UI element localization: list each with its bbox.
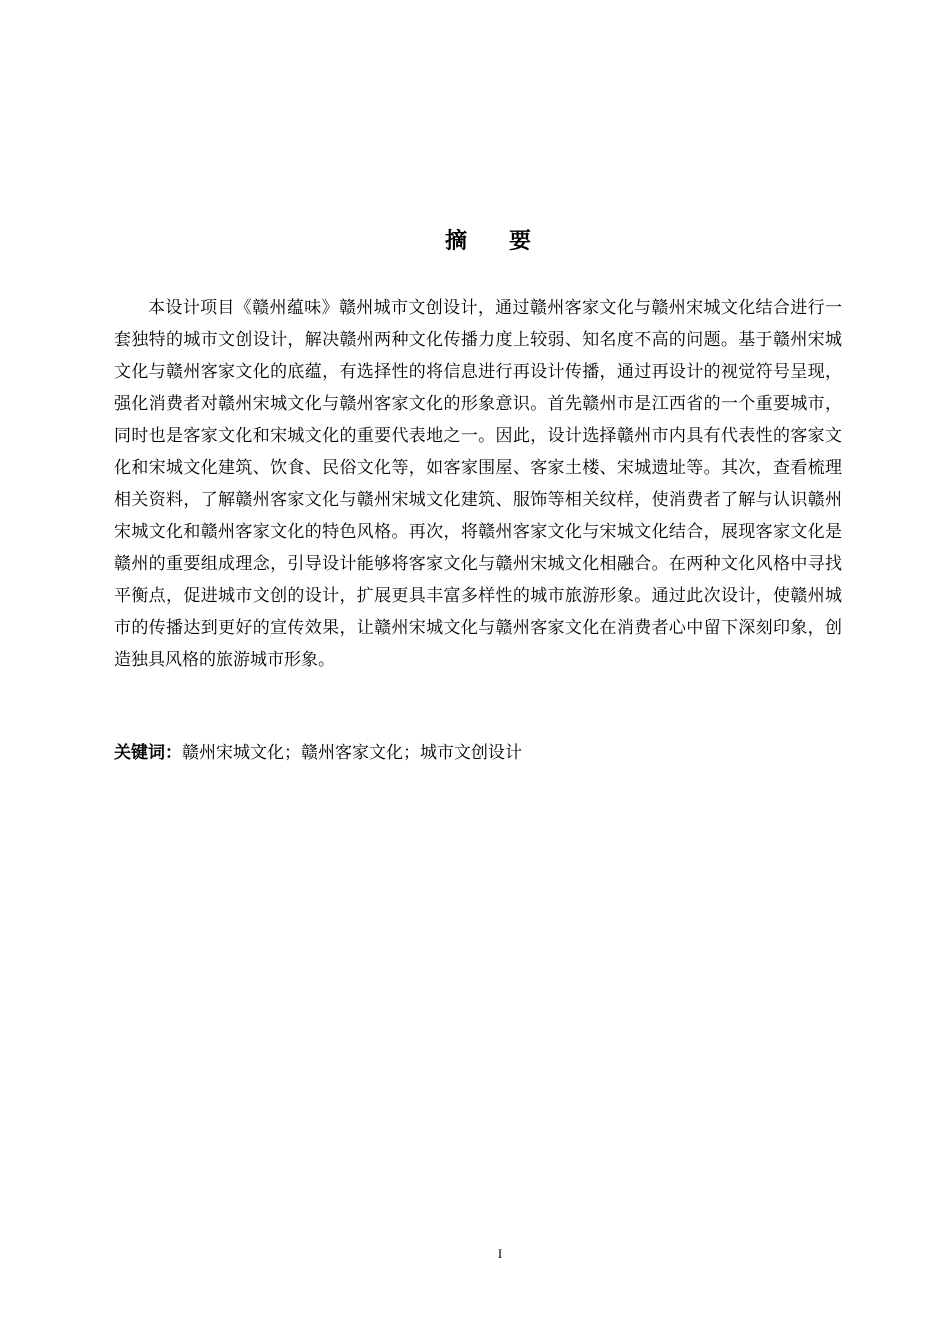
abstract-heading bbox=[0, 226, 950, 258]
abstract-heading-char-1: 摘 bbox=[444, 229, 467, 254]
abstract-body: 本设计项目《赣州蕴味》赣州城市文创设计，通过赣州客家文化与赣州宋城文化结合进行一套独特的城市文创设计，解决赣州两种文化传播力度上较弱、知名度不高的问题。基于赣州宋城文化与赣州客家文化的底蕴，有选择性的将信息进行再设计传播，通过再设计的视觉符号呈现，强化消费者对赣州宋城文化与赣州客家文化的形象意识。首先赣州市是江西省的一个重要城市，同时也是客家文化和宋城文化的重要代表地之一。因此，设计选择赣州市内具有代表性的客家文化和宋城文化建筑、饮食、民俗文化等，如客家围屋、客家土楼、宋城遗址等。其次，查看梳理相关资料，了解赣州客家文化与赣州宋城文化建筑、服饰等相关纹样，使消费者了解与认识赣州宋城文化和赣州客家文化的特色风格。再次，将赣州客家文化与宋城文化结合，展现客家文化是赣州的重要组成理念，引导设计能够将客家文化与赣州宋城文化相融合。在两种文化风格中寻找平衡点，促进城市文创的设计，扩展更具丰富多样性的城市旅游形象。通过此次设计，使赣州城市的传播达到更好的宣传效果，让赣州宋城文化与赣州客家文化在消费者心中留下深刻印象，创造独具风格的旅游城市形象。 bbox=[114, 298, 842, 670]
keywords-line bbox=[114, 737, 842, 769]
abstract-heading-char-2: 要 bbox=[509, 229, 532, 254]
page-number: I bbox=[497, 1246, 503, 1261]
keywords-label: 关键词： bbox=[114, 743, 182, 763]
keywords-value: 赣州宋城文化；赣州客家文化；城市文创设计 bbox=[182, 743, 522, 763]
